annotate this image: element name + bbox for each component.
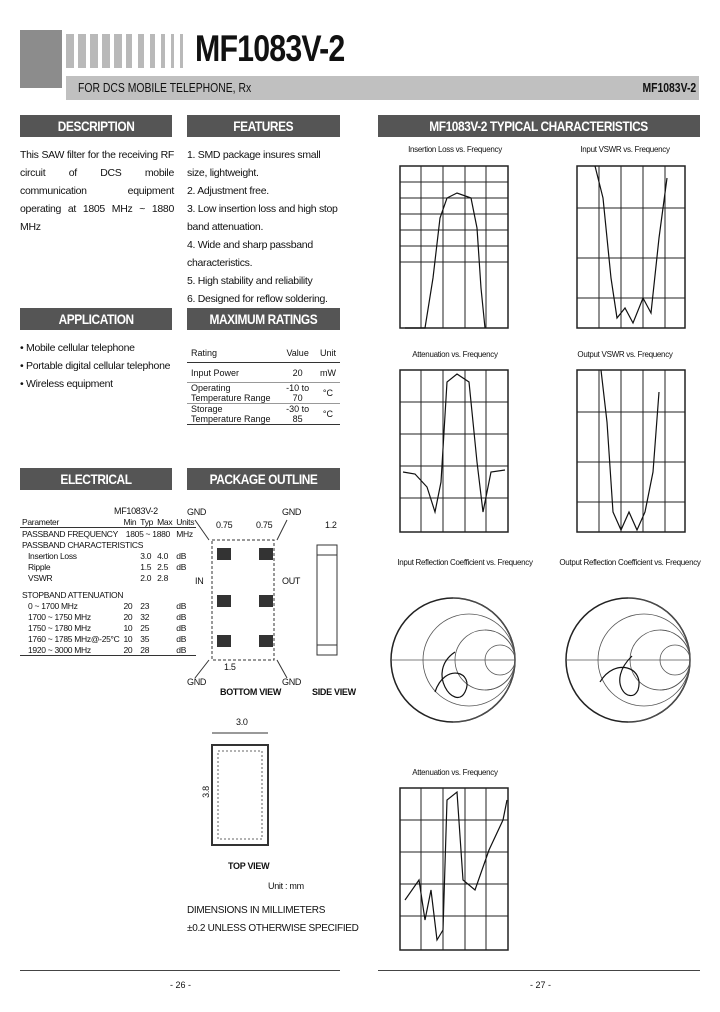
feature-item: 5. High stability and reliability	[187, 275, 313, 287]
plot-frame	[400, 788, 508, 950]
subtitle: FOR DCS MOBILE TELEPHONE, Rx	[78, 80, 252, 95]
table-row: Storage Temperature Range -30 to 85 °C	[187, 404, 340, 425]
header-bar	[138, 34, 144, 68]
page-number-left: - 26 -	[170, 980, 192, 990]
application-heading: APPLICATION	[20, 308, 172, 330]
input-vswr-plot	[555, 158, 695, 336]
leader-line	[277, 520, 287, 540]
table-row: VSWR 2.0 2.8	[28, 572, 169, 583]
plot-frame	[400, 166, 508, 328]
application-item: • Wireless equipment	[20, 378, 113, 390]
footer-line	[378, 970, 700, 971]
table-row: STOPBAND ATTENUATION	[22, 589, 124, 600]
table-row: Input Power 20 mW	[187, 363, 340, 383]
header-bar	[126, 34, 132, 68]
label-dim: 3.0	[236, 717, 248, 727]
top-view-label: TOP VIEW	[228, 861, 270, 871]
top-view-outline	[212, 745, 268, 845]
table-row: PASSBAND FREQUENCY 1805 ~ 1880 MHz	[22, 528, 193, 539]
label-gnd: GND	[282, 677, 302, 687]
table-header-row	[187, 343, 340, 363]
attenuation-wide-plot	[385, 780, 515, 958]
table-row: PASSBAND CHARACTERISTICS	[22, 539, 144, 550]
plot-caption: Attenuation vs. Frequency	[412, 350, 498, 359]
feature-item: 3. Low insertion loss and high stop band attenuation.	[187, 203, 338, 233]
column-header: Unit	[319, 347, 336, 358]
header-bar	[78, 34, 86, 68]
part-number-right: MF1083V-2	[642, 80, 696, 95]
bottom-view-label: BOTTOM VIEW	[220, 687, 282, 697]
label-gnd: GND	[187, 677, 207, 687]
label-dim: 1.2	[325, 520, 337, 530]
header-bar	[180, 34, 183, 68]
table-row: Ripple 1.5 2.5 dB	[28, 561, 187, 572]
electrical-table	[20, 516, 196, 656]
label-dim: 0.75	[256, 520, 273, 530]
pad	[259, 548, 273, 560]
plot-frame	[400, 370, 508, 532]
output-smith-chart	[560, 572, 700, 752]
features-list	[187, 146, 343, 308]
electrical-part-header: MF1083V-2	[114, 506, 158, 516]
note-tolerance: ±0.2 UNLESS OTHERWISE SPECIFIED	[187, 923, 359, 934]
plot-caption: Input Reflection Coefficient vs. Frequency	[397, 558, 533, 567]
label-gnd: GND	[282, 507, 302, 517]
page-number-right: - 27 -	[530, 980, 552, 990]
label-gnd: GND	[187, 507, 207, 517]
note-dimensions: DIMENSIONS IN MILLIMETERS	[187, 905, 326, 916]
input-smith-chart	[385, 572, 535, 752]
table-row: 1750 ~ 1780 MHz 10 25 dB	[28, 622, 187, 633]
header-bar	[66, 34, 74, 68]
max-ratings-table	[187, 343, 340, 425]
plot-caption: Input VSWR vs. Frequency	[580, 145, 670, 154]
plot-caption: Output VSWR vs. Frequency	[577, 350, 673, 359]
pad	[259, 595, 273, 607]
feature-item: 2. Adjustment free.	[187, 185, 269, 197]
insertion-loss-plot	[385, 158, 515, 336]
header-bar	[150, 34, 155, 68]
pad	[259, 635, 273, 647]
column-header: Value	[286, 347, 309, 358]
table-row: 1700 ~ 1750 MHz 20 32 dB	[28, 611, 187, 622]
package-heading: PACKAGE OUTLINE DIMENSIONS	[187, 468, 340, 490]
unit-label: Unit : mm	[268, 881, 304, 891]
table-row: Operating Temperature Range -10 to 70 °C	[187, 383, 340, 404]
application-item: • Portable digital cellular telephone	[20, 360, 171, 372]
label-dim: 3.8	[200, 786, 211, 798]
feature-item: 6. Designed for reflow soldering.	[187, 293, 328, 305]
header-bar	[171, 34, 174, 68]
feature-item: 4. Wide and sharp passband characteristics.	[187, 239, 313, 269]
table-row: Insertion Loss 3.0 4.0 dB	[28, 550, 187, 561]
logo-block	[20, 30, 62, 88]
label-out: OUT	[282, 576, 301, 586]
column-header: Rating	[191, 347, 218, 358]
typical-heading: MF1083V-2 TYPICAL CHARACTERISTICS	[378, 115, 700, 137]
description-heading: DESCRIPTION	[20, 115, 172, 137]
side-view-label: SIDE VIEW	[312, 687, 356, 697]
pad	[217, 635, 231, 647]
plot-frame	[577, 166, 685, 328]
plot-caption: Output Reflection Coefficient vs. Frequency	[559, 558, 701, 567]
footer-line	[20, 970, 340, 971]
electrical-heading: ELECTRICAL PERFORMANCE	[20, 468, 172, 490]
plot-frame	[577, 370, 685, 532]
table-row: 1760 ~ 1785 MHz@-25°C 10 35 dB	[28, 633, 187, 644]
feature-item: 1. SMD package insures small size, lightweight.	[187, 149, 321, 179]
label-dim: 1.5	[224, 662, 236, 672]
description-text: This SAW filter for the receiving RF circuit of DCS mobile communication equipment operating at 1805 MHz ~ 1880 MHz	[20, 149, 174, 233]
header-bar	[90, 34, 98, 68]
header-bar	[102, 34, 110, 68]
application-item: • Mobile cellular telephone	[20, 342, 135, 354]
pad	[217, 548, 231, 560]
table-header-row: Parameter Min Typ Max Units	[22, 516, 195, 527]
label-in: IN	[195, 576, 204, 586]
side-view-outline	[317, 545, 337, 655]
plot-caption: Insertion Loss vs. Frequency	[408, 145, 502, 154]
table-row: 1920 ~ 3000 MHz 20 28 dB	[20, 644, 196, 656]
attenuation-plot	[385, 362, 515, 540]
output-vswr-plot	[555, 362, 695, 540]
features-heading: FEATURES	[187, 115, 340, 137]
plot-caption: Attenuation vs. Frequency	[412, 768, 498, 777]
application-list	[20, 339, 174, 393]
max-ratings-heading: MAXIMUM RATINGS	[187, 308, 340, 330]
header-bar	[161, 34, 165, 68]
pad	[217, 595, 231, 607]
table-row: 0 ~ 1700 MHz 20 23 dB	[28, 600, 187, 611]
package-top-drawing	[200, 725, 280, 855]
leader-line	[195, 520, 209, 540]
label-dim: 0.75	[216, 520, 233, 530]
header-bar	[114, 34, 122, 68]
page-title: MF1083V-2	[195, 28, 345, 69]
